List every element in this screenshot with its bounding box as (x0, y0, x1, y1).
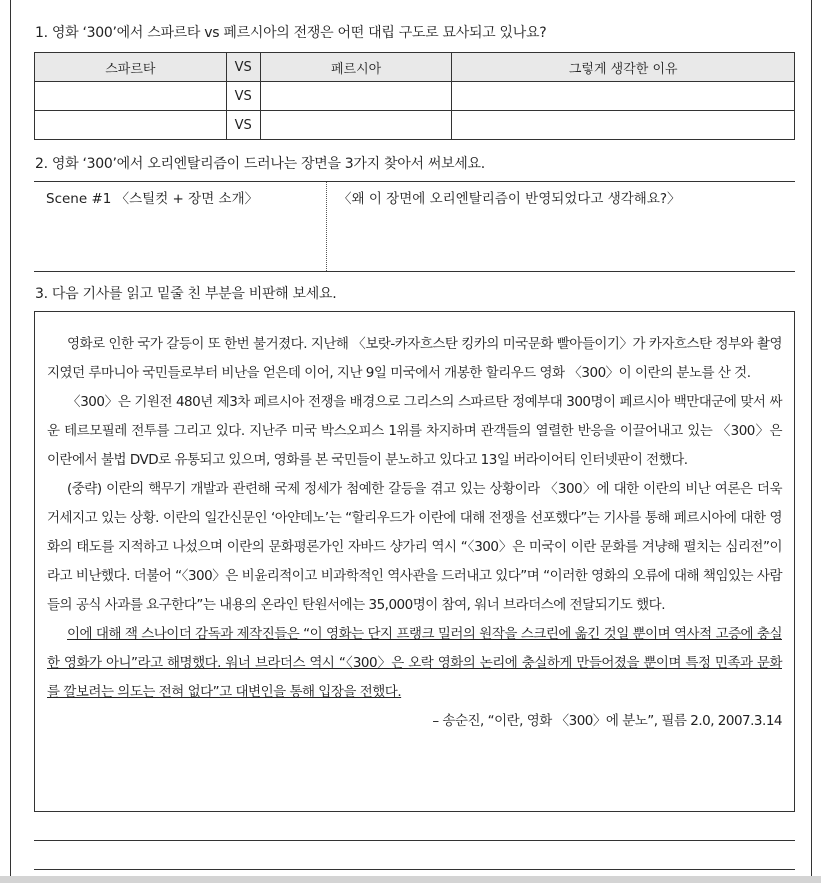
answer-line[interactable] (34, 869, 795, 870)
header-vs: VS (226, 53, 260, 82)
dotted-divider (326, 182, 327, 271)
sparta-answer-cell[interactable] (35, 82, 227, 111)
persia-answer-cell[interactable] (260, 82, 452, 111)
vs-cell: VS (226, 82, 260, 111)
table-row (35, 82, 795, 111)
article-paragraph: 영화로 인한 국가 갈등이 또 한번 불거졌다. 지난해 〈보랏-카자흐스탄 킹카의 미국문화 빨아들이기〉가 카자흐스탄 정부와 촬영지였던 루마니아 국민들로부터 비난을 얻은데 이어, 지난 9일 미국에서 개봉한 할리우드 영화 〈300〉이 이란의 분노를 산 것. (47, 336, 782, 381)
reason-answer-cell[interactable] (452, 111, 795, 140)
header-reason: 그렇게 생각한 이유 (452, 53, 795, 82)
worksheet-page (10, 0, 812, 876)
question-1-title: 1. 영화 ‘300’에서 스파르타 vs 페르시아의 전쟁은 어떤 대립 구도로 묘사되고 있나요? (35, 25, 547, 41)
header-sparta: 스파르타 (35, 53, 227, 82)
persia-answer-cell[interactable] (260, 111, 452, 140)
vs-cell: VS (226, 111, 260, 140)
question-1-table (34, 52, 795, 140)
header-persia: 페르시아 (260, 53, 452, 82)
reason-answer-cell[interactable] (452, 82, 795, 111)
article-box (34, 311, 795, 812)
reason-label: 〈왜 이 장면에 오리엔탈리즘이 반영되었다고 생각해요?〉 (338, 191, 681, 207)
question-2-title: 2. 영화 ‘300’에서 오리엔탈리즘이 드러나는 장면을 3가지 찾아서 써보세요. (35, 156, 485, 172)
article-source: – 송순진, “이란, 영화 〈300〉에 분노”, 필름 2.0, 2007.3.14 (432, 713, 782, 729)
article-paragraph: (중략) 이란의 핵무기 개발과 관련해 국제 정세가 첨예한 갈등을 겪고 있는 상황이라 〈300〉에 대한 이란의 비난 여론은 더욱 거세지고 있는 상황. 이란의 일간신문인 ‘아얀데노’는 “할리우드가 이란에 대해 전쟁을 선포했다”는 기사를 통해 페르시아에 대한 영화의 태도를 지적하고 나섰으며 이란의 문화평론가인 자바드 샹가리 역시 “〈300〉은 미국이 이란 문화를 겨냥해 펼치는 심리전”이라고 비난했다. 더불어 “〈300〉은 비윤리적이고 비과학적인 역사관을 드러내고 있다”며 “이러한 영화의 오류에 대해 책임있는 사람들의 공식 사과를 요구한다”는 내용의 온라인 탄원서에는 35,000명이 참여, 워너 브라더스에 전달되기도 했다. (47, 481, 782, 613)
answer-line[interactable] (34, 840, 795, 841)
table-header-row (35, 53, 795, 82)
scene-label: Scene #1 〈스틸컷 + 장면 소개〉 (46, 191, 259, 207)
question-3-title: 3. 다음 기사를 읽고 밑줄 친 부분을 비판해 보세요. (35, 286, 337, 302)
underlined-text: 이에 대해 잭 스나이더 감독과 제작진들은 “이 영화는 단지 프랭크 밀러의 원작을 스크린에 옮긴 것일 뿐이며 역사적 고증에 충실한 영화가 아니”라고 해명했다. 워너 브라더스 역시 “〈300〉은 오락 영화의 논리에 충실하게 만들어졌을 뿐이며 특정 민족과 문화를 깔보려는 의도는 전혀 없다”고 대변인을 통해 입장을 전했다. (47, 626, 782, 700)
sparta-answer-cell[interactable] (35, 111, 227, 140)
table-row (35, 111, 795, 140)
underlined-paragraph (47, 620, 782, 707)
page-bottom-edge (0, 876, 821, 883)
question-2-answer-box (34, 181, 795, 272)
article-paragraph: 〈300〉은 기원전 480년 제3차 페르시아 전쟁을 배경으로 그리스의 스파르탄 정예부대 300명이 페르시아 백만대군에 맞서 싸운 테르모필레 전투를 그리고 있다. 지난주 미국 박스오피스 1위를 차지하며 관객들의 열렬한 반응을 이끌어내고 있는 〈300〉은 이란에서 불법 DVD로 유통되고 있으며, 영화를 본 국민들이 분노하고 있다고 13일 버라이어티 인터넷판이 전했다. (47, 394, 782, 468)
